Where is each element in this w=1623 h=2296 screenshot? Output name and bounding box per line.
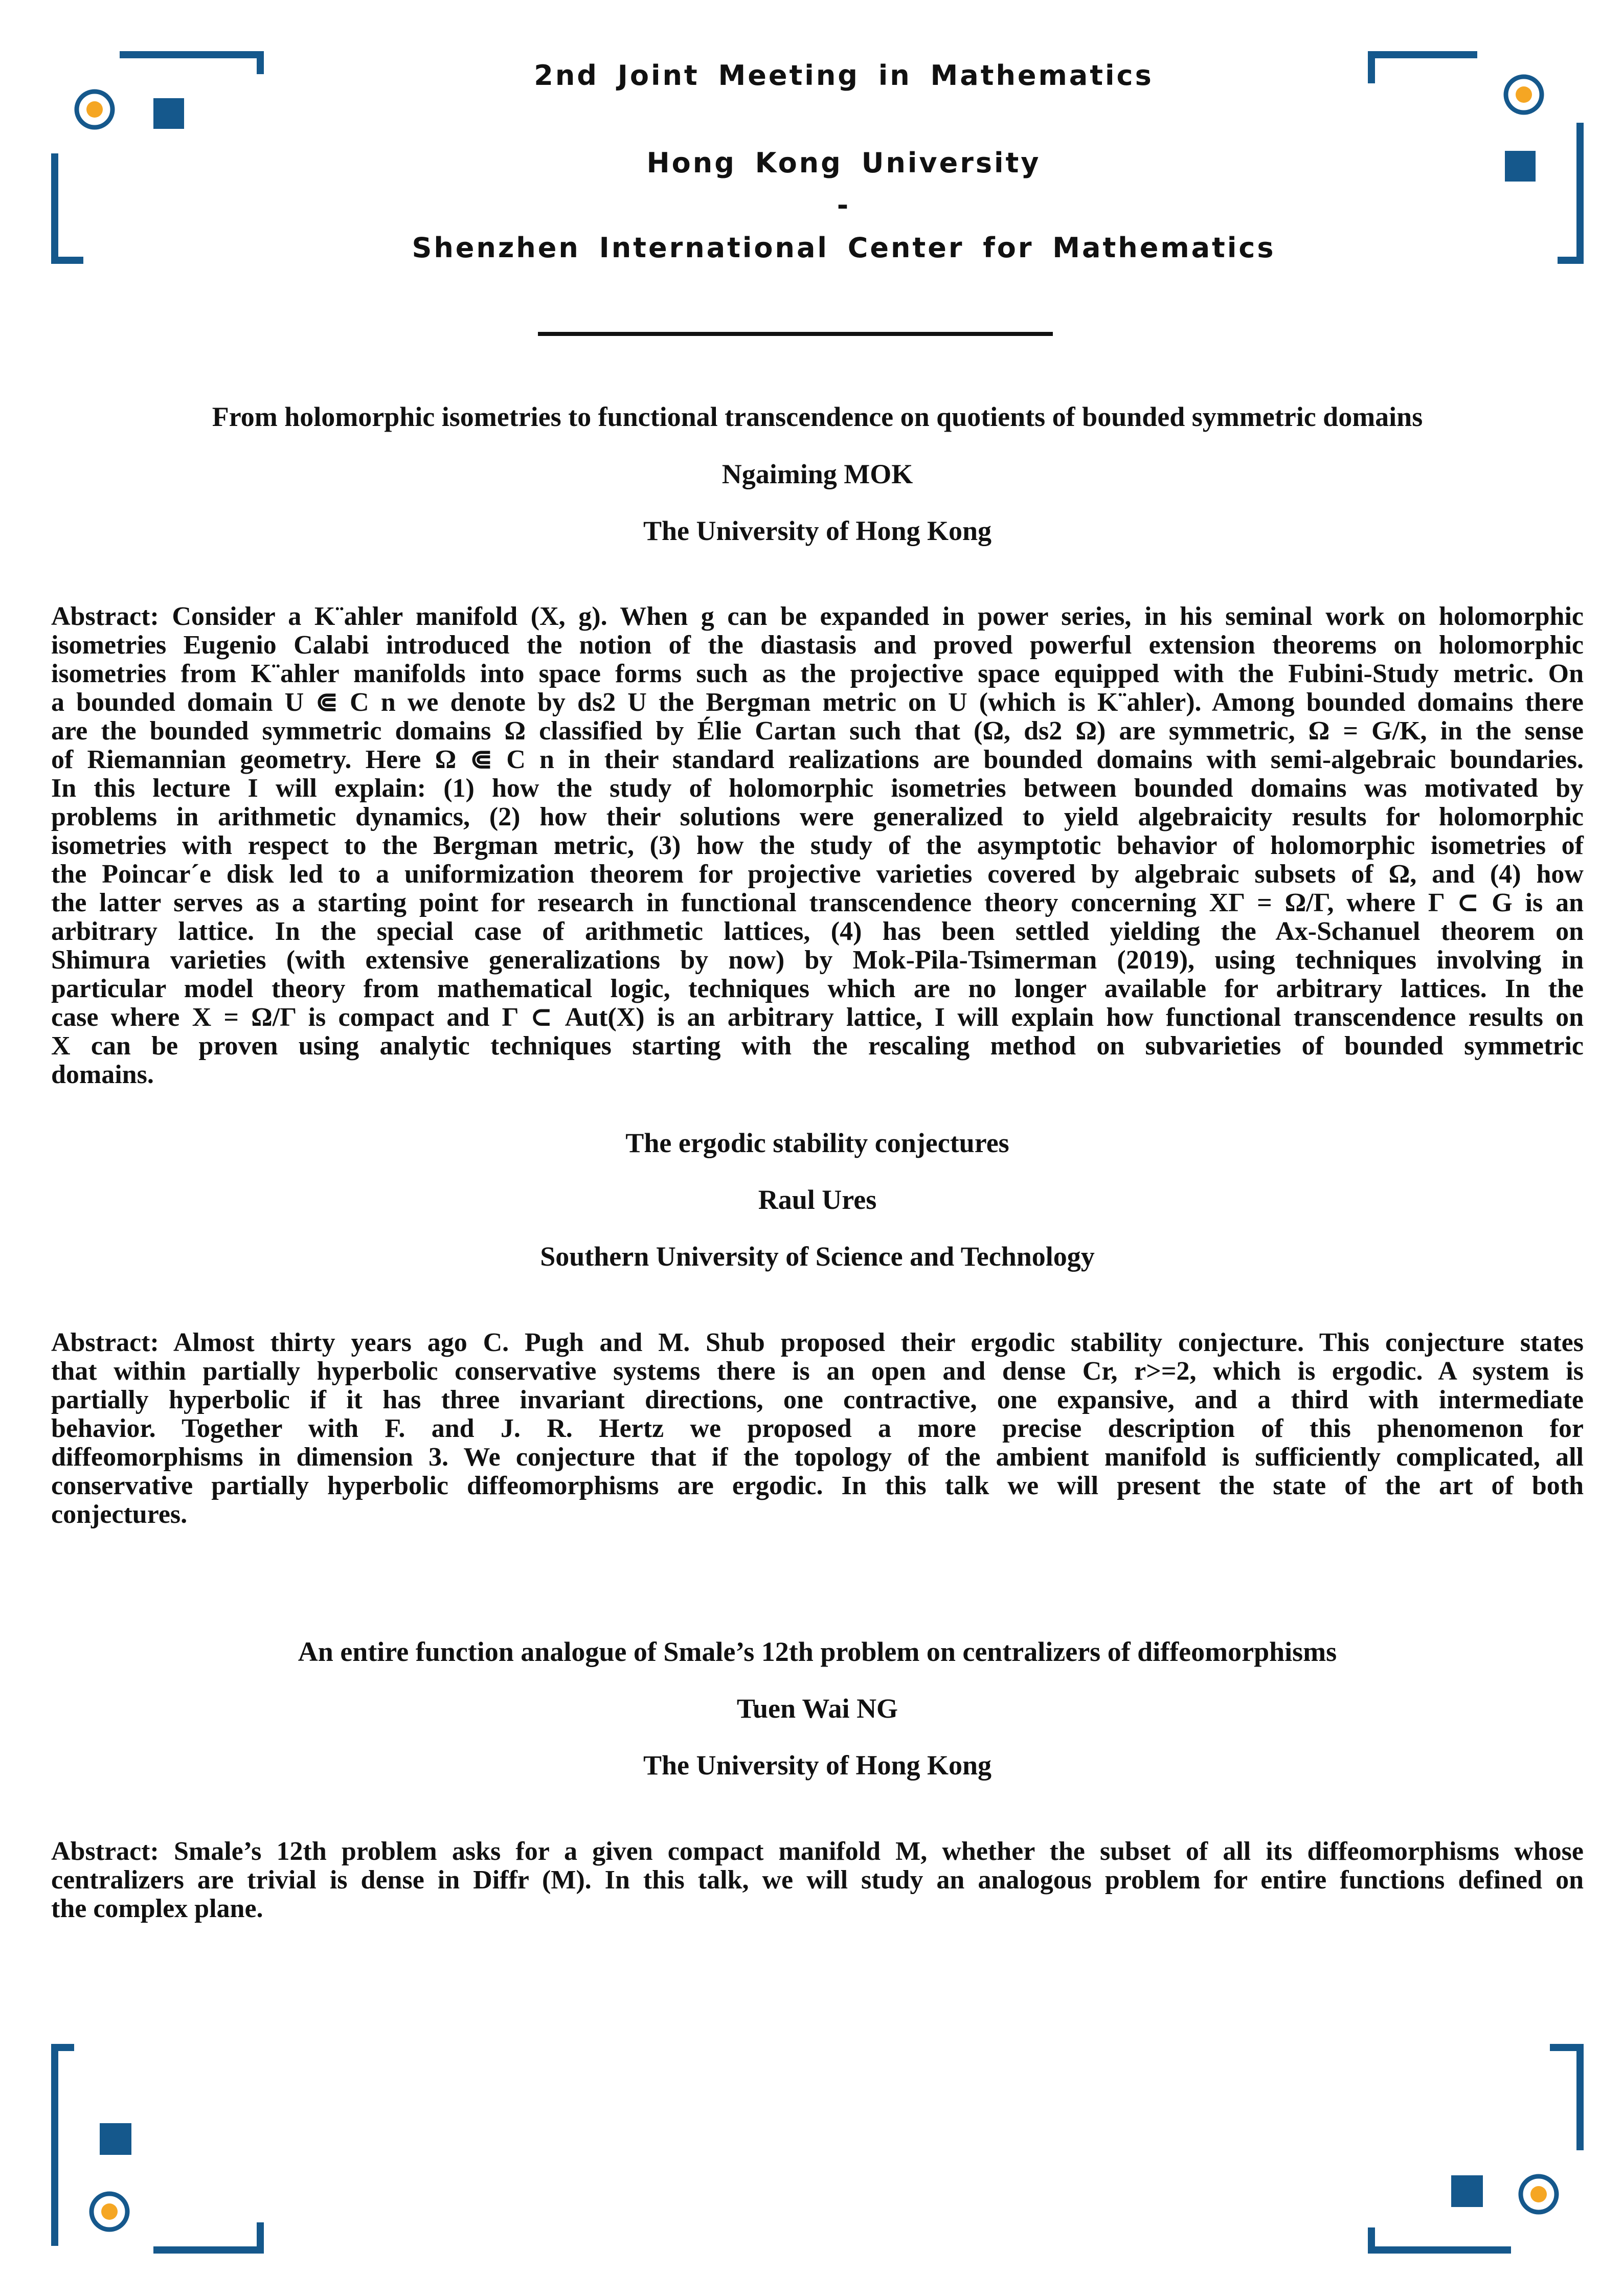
abstract-line: case where X = Ω/Γ is compact and Γ ⊂ Aut(X) is an arbitrary lattice, I will explain how functional transcendence results on <box>51 1003 1584 1032</box>
square-marker <box>1451 2175 1483 2207</box>
corner-bar <box>153 2246 264 2254</box>
talk-abstract <box>51 1837 1584 1923</box>
talk-abstract <box>51 602 1584 1089</box>
side-bracket <box>51 153 58 264</box>
host-institution-2: Shenzhen International Center for Mathematics <box>412 232 1276 264</box>
abstract-line: Abstract: Consider a K¨ahler manifold (X, g). When g can be expanded in power series, in his seminal work on holomorphic <box>51 602 1584 631</box>
host-institution-1: Hong Kong University <box>646 147 1041 179</box>
abstract-line: the latter serves as a starting point for research in functional transcendence theory concerning XΓ = Ω/Γ, where Γ ⊂ G is an <box>51 888 1584 917</box>
talk-affiliation: The University of Hong Kong <box>643 515 992 546</box>
abstract-line: of Riemannian geometry. Here Ω ⋐ C n in their standard realizations are bounded domains with semi-algebraic boundaries. <box>51 745 1584 774</box>
abstract-line: conservative partially hyperbolic diffeomorphisms are ergodic. In this talk we will present the state of the art of both <box>51 1471 1584 1500</box>
meeting-title: 2nd Joint Meeting in Mathematics <box>534 59 1154 92</box>
abstract-line: isometries with respect to the Bergman metric, (3) how the study of the asymptotic behavior of holomorphic isometries of <box>51 831 1584 860</box>
host-separator: - <box>837 189 851 221</box>
corner-bar-tick <box>257 2222 264 2254</box>
target-dot-icon <box>101 2203 118 2220</box>
abstract-line: a bounded domain U ⋐ C n we denote by ds2 U the Bergman metric on U (which is K¨ahler). Among bounded domains there <box>51 688 1584 717</box>
header-divider <box>538 332 1053 336</box>
abstract-line: are the bounded symmetric domains Ω classified by Élie Cartan such that (Ω, ds2 Ω) are symmetric, Ω = G/K, in the sense <box>51 716 1584 746</box>
talk-speaker: Ngaiming MOK <box>722 459 913 489</box>
corner-decoration-bottom-right <box>1368 2044 1584 2254</box>
talk-title: From holomorphic isometries to functional transcendence on quotients of bounded symmetric domains <box>212 401 1423 432</box>
side-bracket <box>1576 2044 1584 2150</box>
talk-title: An entire function analogue of Smale’s 12th problem on centralizers of diffeomorphisms <box>298 1636 1337 1667</box>
abstract-line: Shimura varieties (with extensive generalizations by now) by Mok-Pila-Tsimerman (2019), using techniques involving in <box>51 946 1584 975</box>
abstract-line: that within partially hyperbolic conservative systems there is an open and dense Cr, r>=2, which is ergodic. A system is <box>51 1357 1584 1386</box>
corner-bar <box>1368 51 1477 58</box>
talk-affiliation: The University of Hong Kong <box>643 1750 992 1781</box>
corner-bar-tick <box>1368 2227 1375 2254</box>
target-dot-icon <box>1530 2186 1547 2202</box>
corner-decoration-bottom-left <box>51 2044 264 2254</box>
talk-speaker: Raul Ures <box>758 1184 877 1215</box>
side-bracket <box>51 2044 58 2246</box>
talk-affiliation: Southern University of Science and Technology <box>540 1241 1095 1272</box>
side-bracket-foot <box>51 2044 74 2051</box>
abstract-line: isometries from K¨ahler manifolds into space forms such as the projective space equipped with the Fubini-Study metric. On <box>51 659 1584 688</box>
abstract-line: In this lecture I will explain: (1) how the study of holomorphic isometries between bounded domains was motivated by <box>51 774 1584 803</box>
abstract-line: arbitrary lattice. In the special case of arithmetic lattices, (4) has been settled yielding the Ax-Schanuel theorem on <box>51 917 1584 946</box>
abstract-line: X can be proven using analytic techniques starting with the rescaling method on subvarieties of bounded symmetric <box>51 1031 1584 1061</box>
abstract-line: the complex plane. <box>51 1894 263 1923</box>
side-bracket-foot <box>1550 2044 1584 2051</box>
side-bracket-foot <box>1558 257 1584 264</box>
abstract-line: partially hyperbolic if it has three invariant directions, one contractive, one expansive, and a third with intermediate <box>51 1385 1584 1414</box>
side-bracket-foot <box>51 257 83 264</box>
abstract-line: Abstract: Smale’s 12th problem asks for a given compact manifold M, whether the subset of all its diffeomorphisms whose <box>51 1837 1584 1866</box>
target-dot-icon <box>86 101 103 118</box>
talk-speaker: Tuen Wai NG <box>736 1693 898 1724</box>
side-bracket <box>1576 123 1584 264</box>
abstract-line: domains. <box>51 1060 154 1089</box>
abstract-line: Abstract: Almost thirty years ago C. Pugh and M. Shub proposed their ergodic stability conjecture. This conjecture states <box>51 1328 1584 1357</box>
corner-bar <box>1368 2246 1511 2254</box>
abstract-line: isometries Eugenio Calabi introduced the notion of the diastasis and proved powerful extension theorems on holomorphic <box>51 631 1584 660</box>
talk-abstract <box>51 1329 1584 1529</box>
abstract-line: problems in arithmetic dynamics, (2) how their solutions were generalized to yield algebraicity results for holomorphic <box>51 802 1584 831</box>
abstract-line: diffeomorphisms in dimension 3. We conjecture that if the topology of the ambient manifold is sufficiently complicated, all <box>51 1443 1584 1472</box>
abstract-line: particular model theory from mathematical logic, techniques which are no longer available for arbitrary lattices. In the <box>51 974 1584 1003</box>
talk-title: The ergodic stability conjectures <box>625 1128 1009 1158</box>
square-marker <box>100 2123 131 2155</box>
abstract-line: centralizers are trivial is dense in Diffr (M). In this talk, we will study an analogous problem for entire functions defined on <box>51 1865 1584 1895</box>
abstract-line: conjectures. <box>51 1500 188 1529</box>
corner-bar <box>120 51 264 58</box>
abstract-line: the Poincar´e disk led to a uniformization theorem for projective varieties covered by algebraic subsets of Ω, and (4) how <box>51 860 1584 889</box>
abstract-line: behavior. Together with F. and J. R. Hertz we proposed a more precise description of this phenomenon for <box>51 1414 1584 1443</box>
square-marker <box>153 98 184 129</box>
